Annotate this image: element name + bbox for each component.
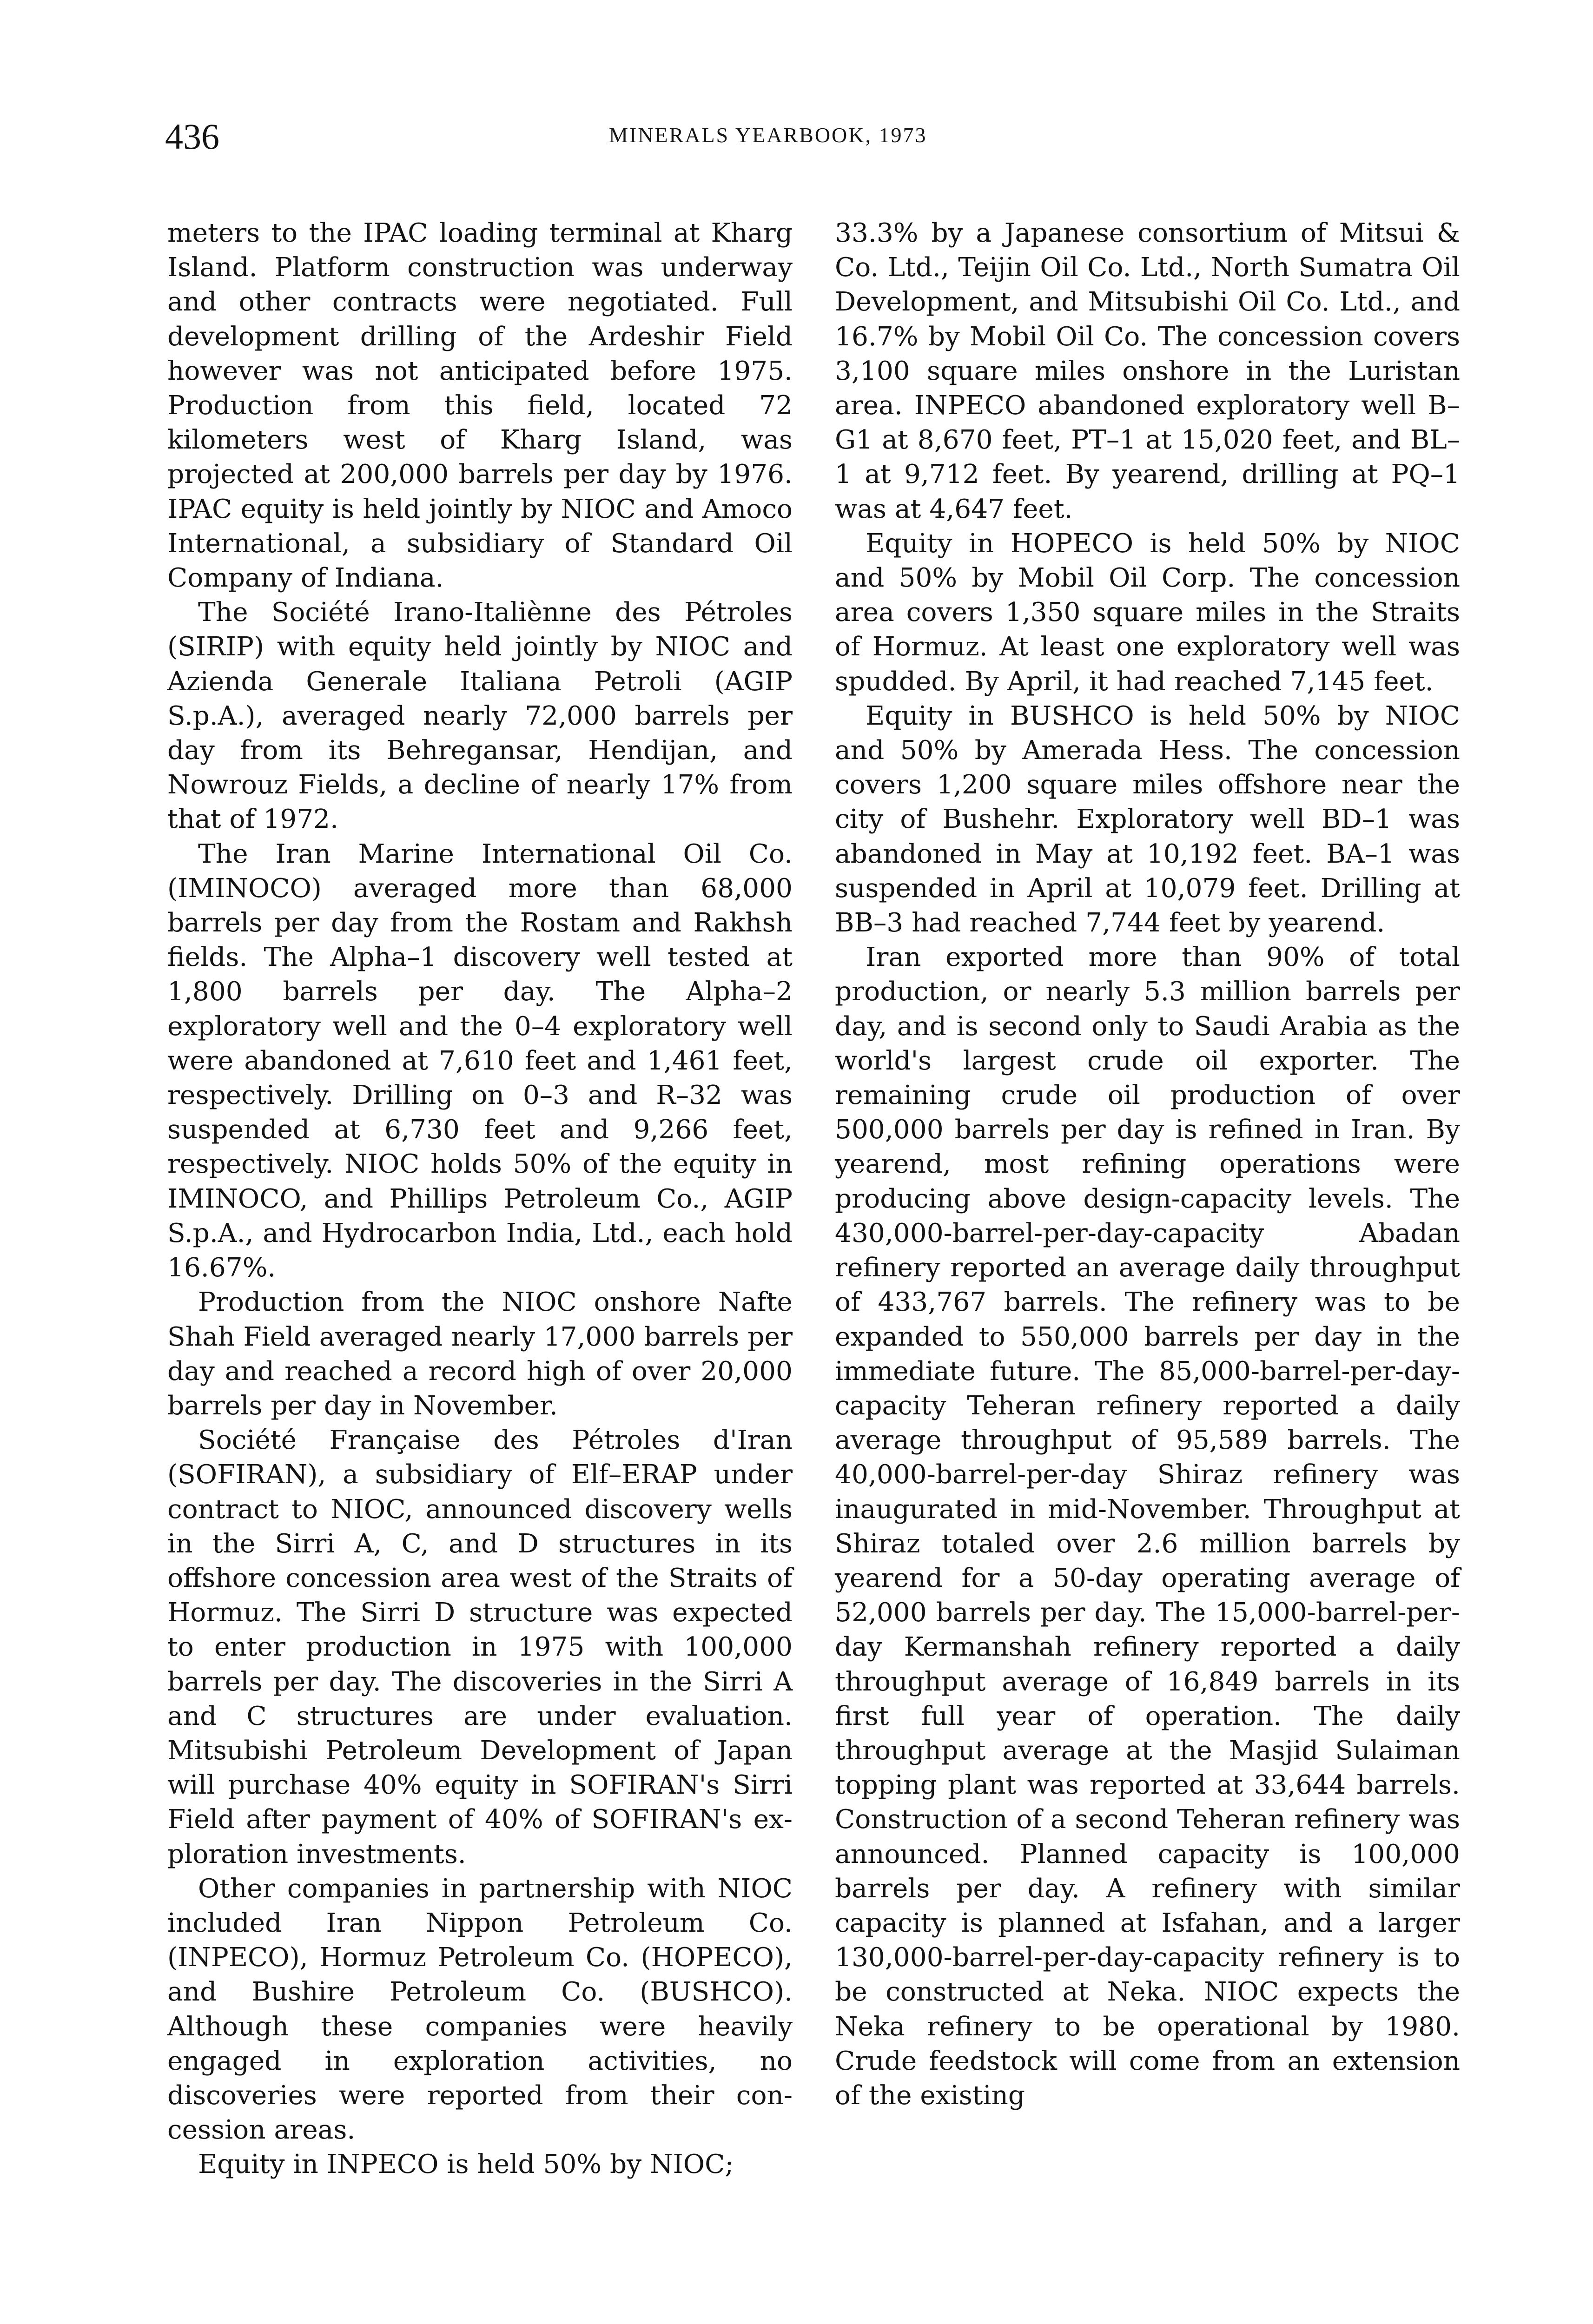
paragraph: Société Française des Pétroles d'Iran (SOFIRAN), a subsidiary of Elf–ERAP under contract to NIOC, announced discovery wells in the Sirri A, C, and D structures in its offshore concession area west of the Straits of Hormuz. The Sirri D structure was expected to enter production in 1975 with 100,000 barrels per day. The discoveries in the Sirri A and C structures are under evaluation. Mitsubishi Petroleum Development of Japan will purchase 40% equity in SOFIRAN's Sirri Field after payment of 40% of SOFIRAN's exploration investments.: [167, 1425, 793, 1869]
paragraph: 33.3% by a Japanese consortium of Mitsui & Co. Ltd., Teijin Oil Co. Ltd., North Sumatra Oil Development, and Mitsubishi Oil Co. Ltd., and 16.7% by Mobil Oil Co. The concession covers 3,100 square miles onshore in the Luristan area. INPECO abandoned exploratory well B–G1 at 8,670 feet, PT–1 at 15,020 feet, and BL–1 at 9,712 feet. By yearend, drilling at PQ–1 was at 4,647 feet.: [835, 218, 1460, 524]
paragraph: Other companies in partnership with NIOC included Iran Nippon Petroleum Co. (INPECO), Hormuz Petroleum Co. (HOPECO), and Bushire Petroleum Co. (BUSHCO). Although these companies were heavily engaged in exploration activities, no discoveries were reported from their concession areas.: [167, 1873, 793, 2146]
paragraph: Equity in INPECO is held 50% by NIOC;: [198, 2149, 734, 2180]
paragraph: Equity in BUSHCO is held 50% by NIOC and 50% by Amerada Hess. The concession covers 1,200 square miles offshore near the city of Bushehr. Exploratory well BD–1 was abandoned in May at 10,192 feet. BA–1 was suspended in April at 10,079 feet. Drilling at BB–3 had reached 7,744 feet by yearend.: [835, 700, 1460, 938]
paragraph: Equity in HOPECO is held 50% by NIOC and 50% by Mobil Oil Corp. The concession area covers 1,350 square miles in the Straits of Hormuz. At least one exploratory well was spudded. By April, it had reached 7,145 feet.: [835, 528, 1460, 697]
paragraph: meters to the IPAC loading terminal at Kharg Island. Platform construction was underway and other contracts were negotiated. Full development drilling of the Ardeshir Field however was not anticipated before 1975. Production from this field, located 72 kilometers west of Kharg Island, was projected at 200,000 barrels per day by 1976. IPAC equity is held jointly by NIOC and Amoco International, a subsidiary of Standard Oil Company of Indiana.: [167, 218, 793, 594]
paragraph: Production from the NIOC onshore Nafte Shah Field averaged nearly 17,000 barrels per day and reached a record high of over 20,000 barrels per day in November.: [167, 1287, 793, 1421]
paragraph: The Société Irano-Italiènne des Pétroles (SIRIP) with equity held jointly by NIOC and Azienda Generale Italiana Petroli (AGIP S.p.A.), averaged nearly 72,000 barrels per day from its Behregansar, Hendijan, and Nowrouz Fields, a decline of nearly 17% from that of 1972.: [167, 597, 793, 835]
left-column: [167, 216, 793, 2182]
page-number: 436: [165, 116, 219, 157]
paragraph: Iran exported more than 90% of total production, or nearly 5.3 million barrels per day, and is second only to Saudi Arabia as the world's largest crude oil exporter. The remaining crude oil production of over 500,000 barrels per day is refined in Iran. By yearend, most refining operations were producing above design-capacity levels. The 430,000-barrel-per-day-capacity Abadan refinery reported an average daily throughput of 433,767 barrels. The refinery was to be expanded to 550,000 barrels per day in the immediate future. The 85,000-barrel-per-day-capacity Teheran refinery reported a daily average throughput of 95,589 barrels. The 40,000-barrel-per-day Shiraz refinery was inaugurated in mid-November. Throughput at Shiraz totaled over 2.6 million barrels by yearend for a 50-day operating average of 52,000 barrels per day. The 15,000-barrel-per-day Kermanshah refinery reported a daily throughput average of 16,849 barrels in its first full year of operation. The daily throughput average at the Masjid Sulaiman topping plant was reported at 33,644 barrels. Construction of a second Teheran refinery was announced. Planned capacity is 100,000 barrels per day. A refinery with similar capacity is planned at Isfahan, and a larger 130,000-barrel-per-day-capacity refinery is to be constructed at Neka. NIOC expects the Neka refinery to be operational by 1980. Crude feedstock will come from an extension of the existing: [835, 942, 1460, 2111]
paragraph: The Iran Marine International Oil Co. (IMINOCO) averaged more than 68,000 barrels per day from the Rostam and Rakhsh fields. The Alpha–1 discovery well tested at 1,800 barrels per day. The Alpha–2 exploratory well and the 0–4 exploratory well were abandoned at 7,610 feet and 1,461 feet, respectively. Drilling on 0–3 and R–32 was suspended at 6,730 feet and 9,266 feet, respectively. NIOC holds 50% of the equity in IMINOCO, and Phillips Petroleum Co., AGIP S.p.A., and Hydrocarbon India, Ltd., each hold 16.67%.: [167, 838, 793, 1283]
running-head: MINERALS YEARBOOK, 1973: [609, 123, 927, 147]
right-column: [835, 216, 1460, 2113]
